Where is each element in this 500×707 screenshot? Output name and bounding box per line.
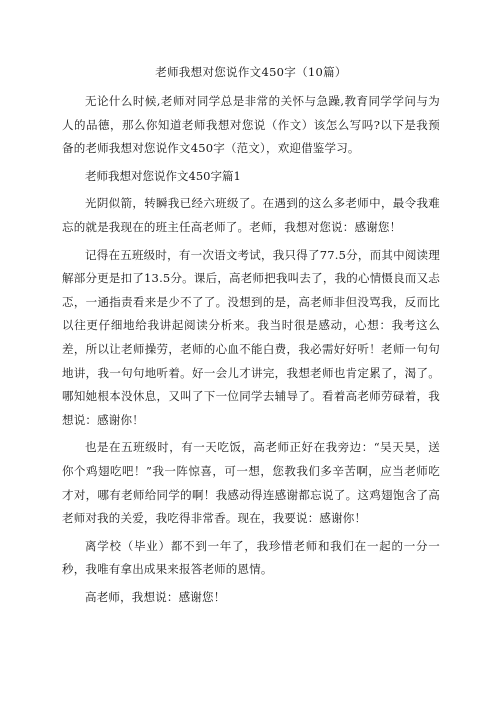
body-paragraph-3: 也是在五班级时，有一天吃饭，高老师正好在我旁边：“吴天昊，送你个鸡翅吃吧！”我一阵惊喜，可一想，您教我们多辛苦啊，应当老师吃才对，哪有老师给同学的啊！我感动得连感谢都忘说了。这鸡翅饱含了高老师对我的关爱，我吃得非常香。现在，我要说：感谢你！ (62, 440, 440, 526)
body-paragraph-2: 记得在五班级时，有一次语文考试，我只得了77.5分，而其中阅读理解部分更是扣了13.5分。课后，高老师把我叫去了，我的心情慑良而又忐忑，一通指责看来是少不了了。没想到的是，高老师非但没骂我，反而比以往更仔细地给我讲起阅读分析来。我当时很是感动，心想：我考这么差，所以让老师操劳，老师的心血不能白费，我必需好好听！老师一句句地讲，我一句句地听着。好一会儿才讲完，我想老师也肯定累了，渴了。哪知她根本没休息，又叫了下一位同学去辅导了。看着高老师劳碌着，我想说：感谢你！ (62, 247, 440, 427)
body-paragraph-4: 离学校（毕业）都不到一年了，我珍惜老师和我们在一起的一分一秒，我唯有拿出成果来报答老师的恩情。 (62, 538, 440, 577)
intro-paragraph: 无论什么时候,老师对同学总是非常的关怀与急躁,教育同学学问与为人的品德，那么你知道老师我想对您说（作文）该怎么写吗?以下是我预备的老师我想对您说作文450字（范文），欢迎借鉴学习。 (62, 94, 440, 156)
body-paragraph-1: 光阴似箭，转瞬我已经六班级了。在遇到的这么多老师中，最令我难忘的就是我现在的班主任高老师了。老师，我想对您说：感谢您！ (62, 196, 440, 234)
document-title: 老师我想对您说作文450字（10篇） (155, 65, 347, 79)
body-paragraph-5: 高老师，我想说：感谢您！ (85, 589, 226, 604)
section-subtitle: 老师我想对您说作文450字篇1 (85, 168, 241, 183)
